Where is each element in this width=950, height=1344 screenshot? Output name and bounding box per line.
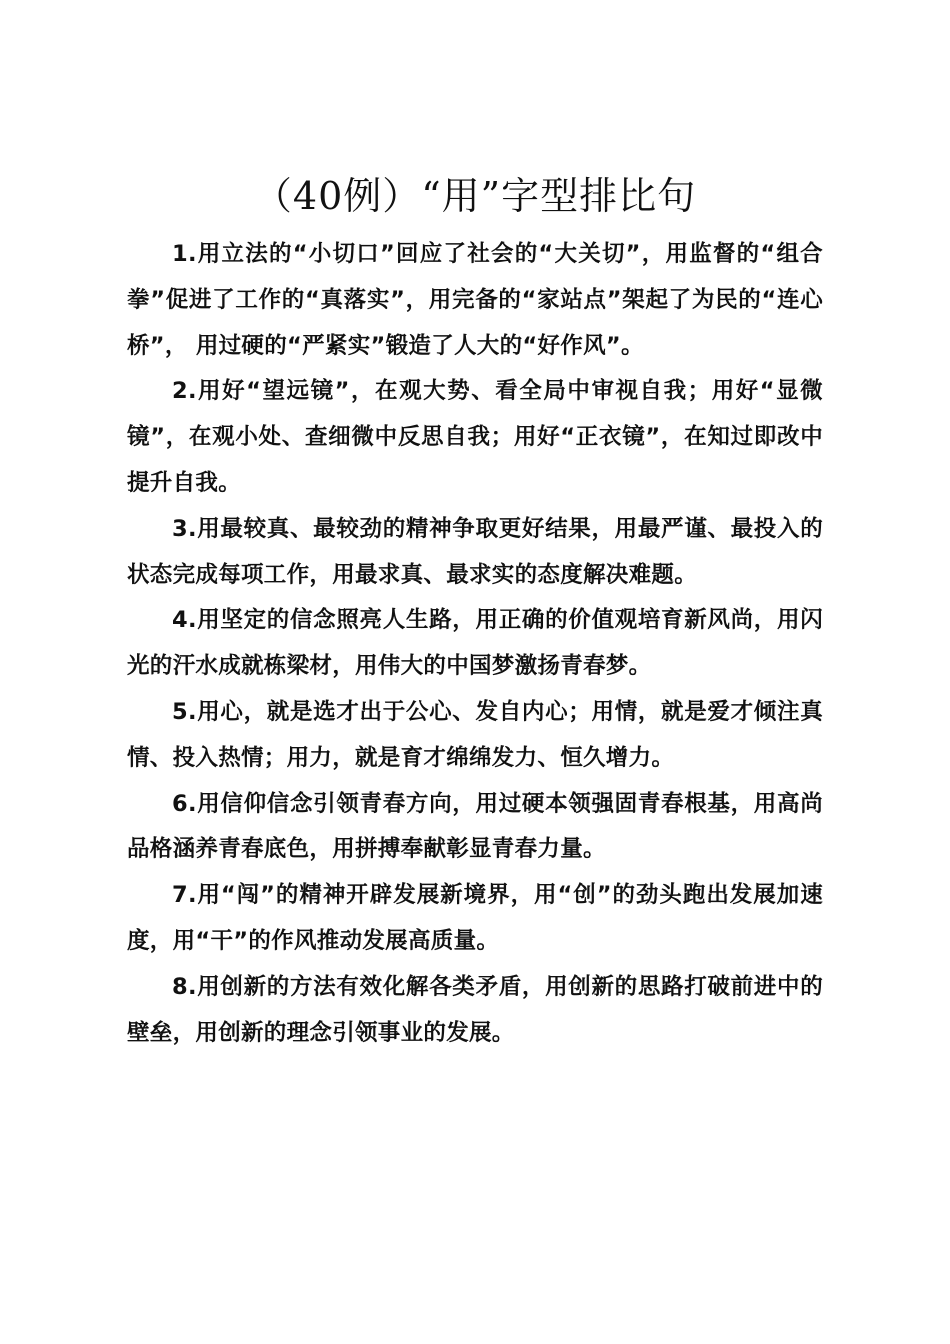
paragraph-item-8: 8.用创新的方法有效化解各类矛盾，用创新的思路打破前进中的壁垒，用创新的理念引领事业的发展。 (127, 973, 823, 1046)
paragraph-item-7: 7.用“闯”的精神开辟发展新境界，用“创”的劲头跑出发展加速度，用“干”的作风推动发展高质量。 (127, 882, 823, 954)
paragraph-item-6: 6.用信仰信念引领青春方向，用过硬本领强固青春根基，用高尚品格涵养青春底色，用拼搏奉献彰显青春力量。 (127, 790, 823, 863)
paragraph-item-3: 3.用最较真、最较劲的精神争取更好结果，用最严谨、最投入的状态完成每项工作，用最求真、最求实的态度解决难题。 (127, 515, 823, 588)
paragraph-item-4: 4.用坚定的信念照亮人生路，用正确的价值观培育新风尚，用闪光的汗水成就栋梁材，用伟大的中国梦激扬青春梦。 (127, 607, 823, 680)
paragraph-item-1: 1.用立法的“小切口”回应了社会的“大关切”，用监督的“组合拳”促进了工作的“真落实”，用完备的“家站点”架起了为民的“连心桥”， 用过硬的“严紧实”锻造了人大的“好作风”。 (127, 241, 823, 359)
paragraph-item-5: 5.用心，就是选才出于公心、发自内心；用情，就是爱才倾注真情、投入热情；用力，就是育才绵绵发力、恒久增力。 (127, 698, 823, 771)
document-page (127, 168, 823, 1056)
document-title: （40例）“用”字型排比句 (253, 174, 697, 218)
paragraph-item-2: 2.用好“望远镜”，在观大势、看全局中审视自我；用好“显微镜”，在观小处、查细微中反思自我；用好“正衣镜”，在知过即改中提升自我。 (127, 378, 823, 496)
